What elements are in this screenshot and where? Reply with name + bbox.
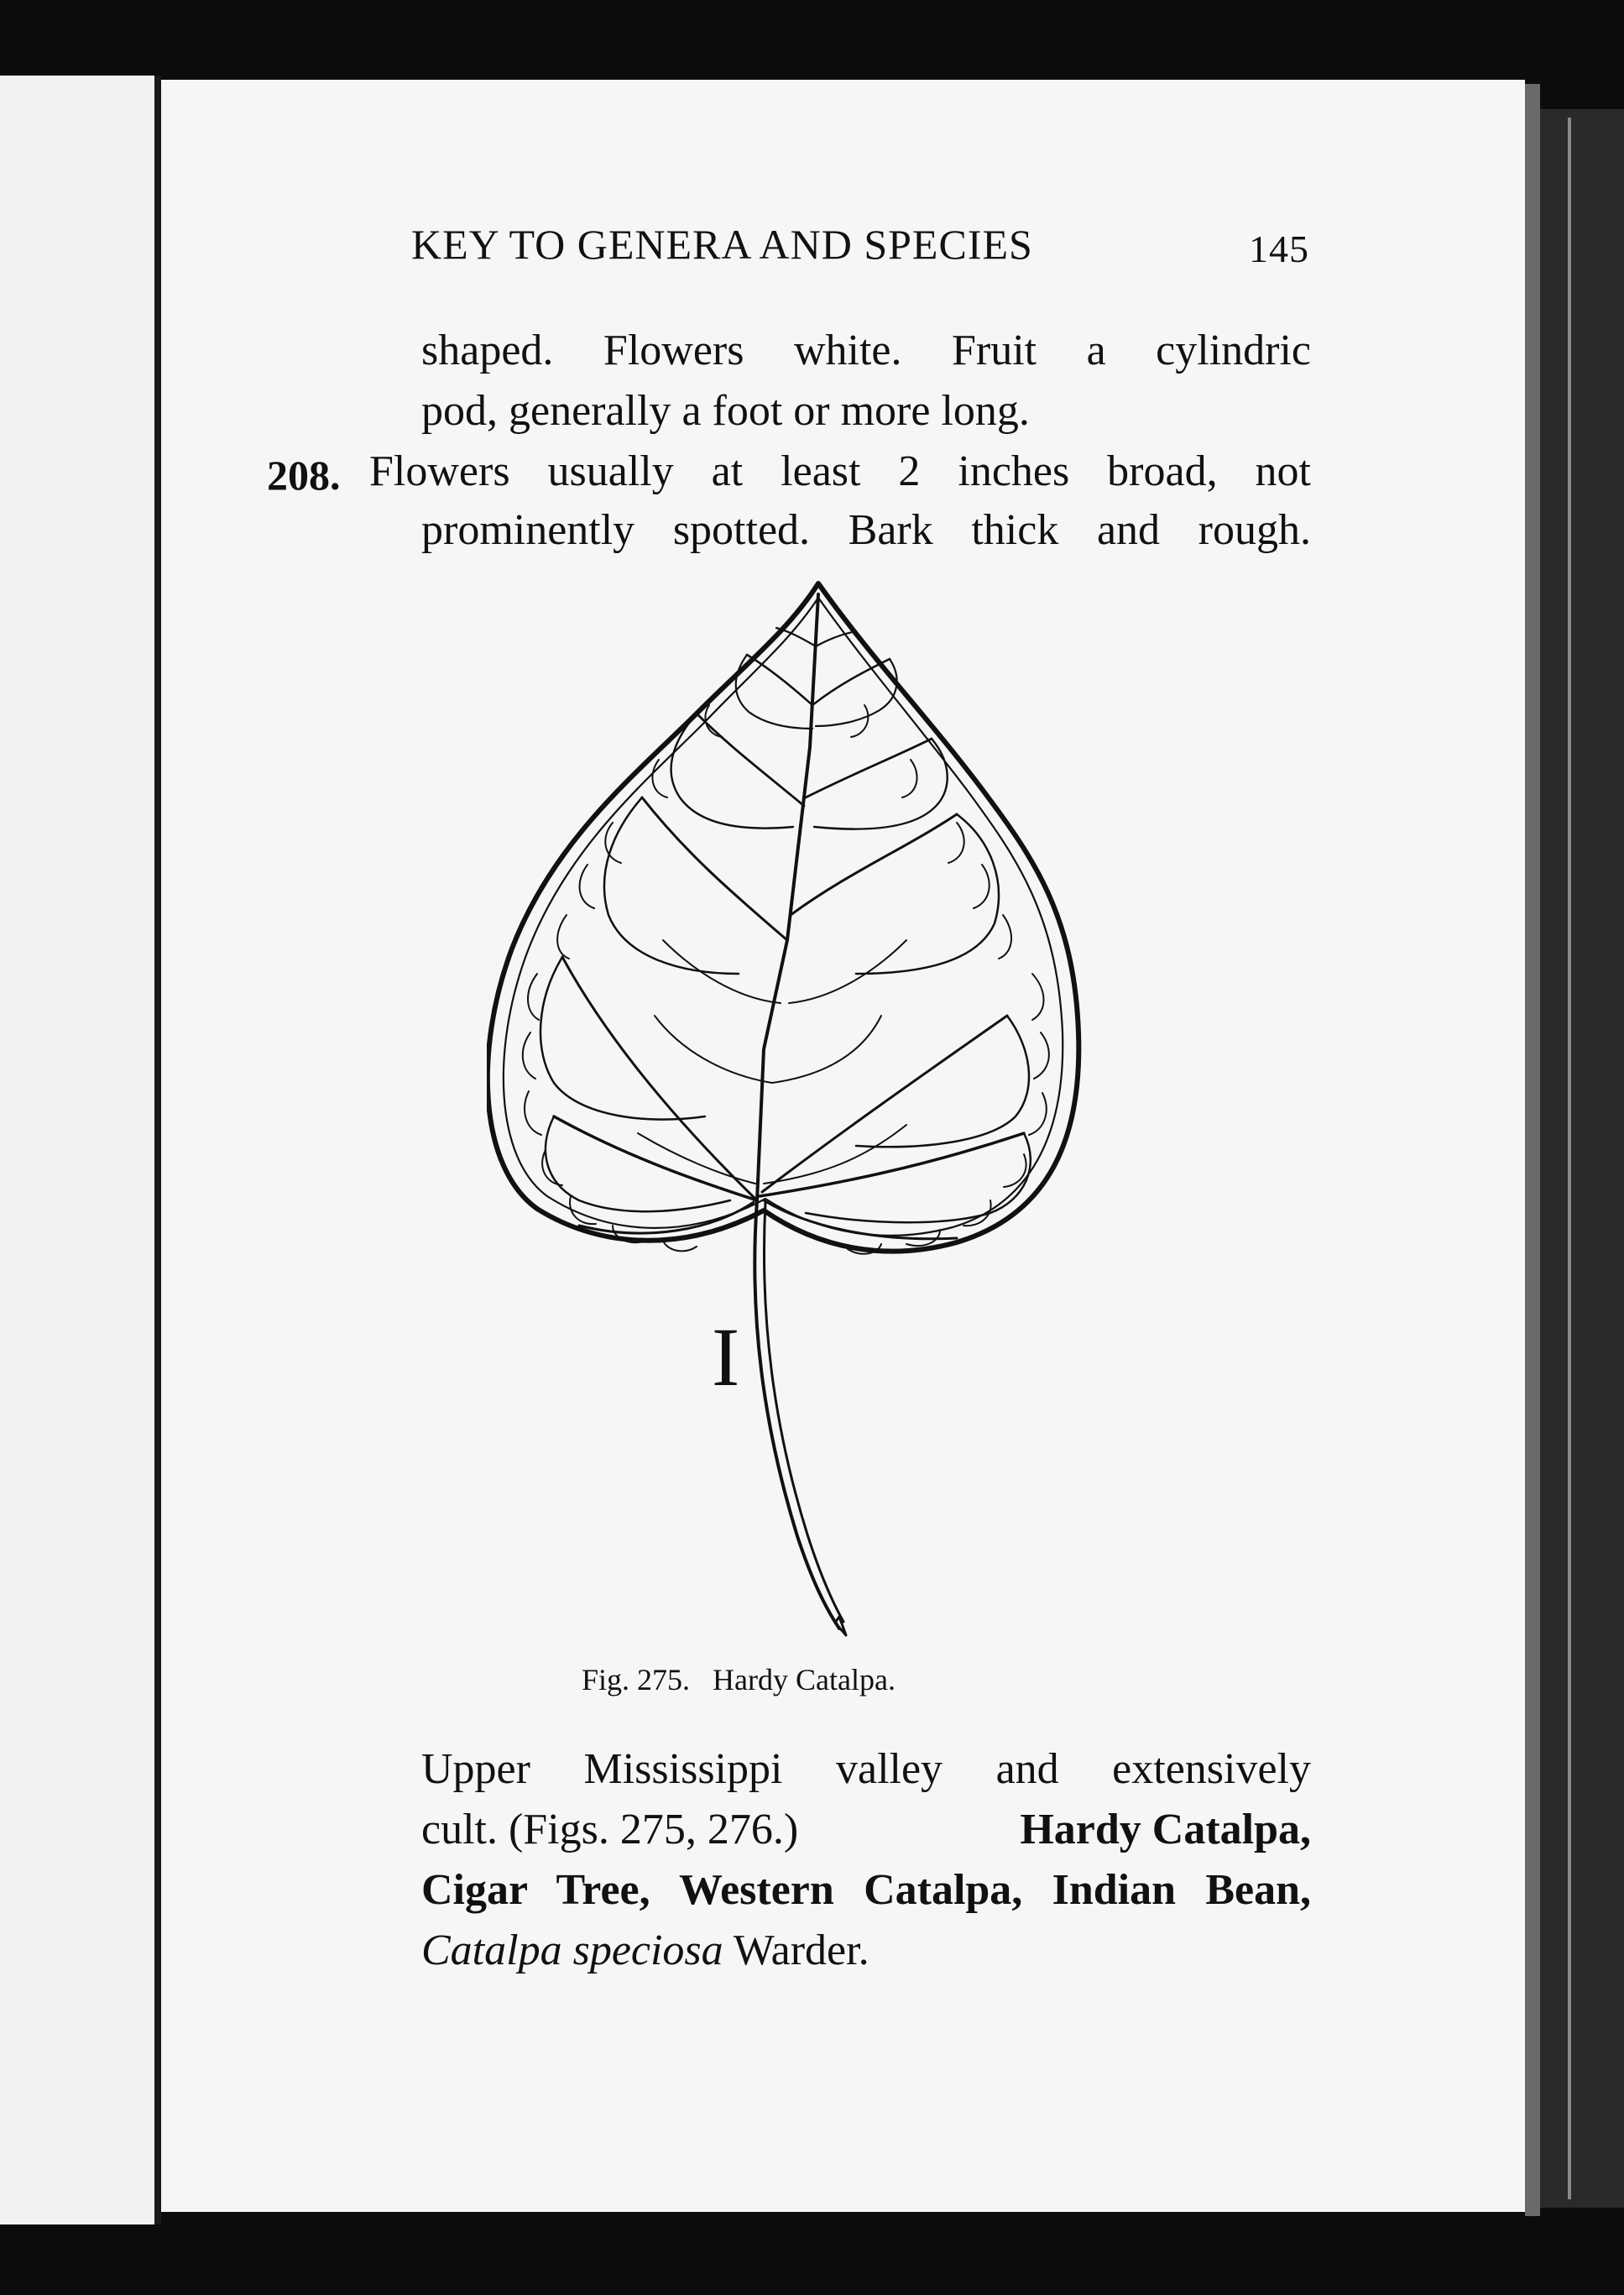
scale-mark: I: [712, 1310, 740, 1404]
common-names-line: Cigar Tree, Western Catalpa, Indian Bean,: [421, 1866, 1311, 1914]
scientific-name-line: [421, 1926, 869, 1974]
description-line-2: [421, 1808, 1311, 1852]
description-figure-reference: cult. (Figs. 275, 276.): [421, 1806, 799, 1853]
page-fore-edge: [1525, 84, 1540, 2216]
body-line-4: prominently spotted. Bark thick and rough.: [421, 506, 1311, 554]
couplet-number: 208.: [267, 452, 341, 499]
page-number: 145: [1249, 227, 1309, 270]
description-line-1: Upper Mississippi valley and extensively: [421, 1745, 1311, 1793]
body-line-3: Flowers usually at least 2 inches broad, not: [369, 447, 1311, 495]
book-cover: [1540, 109, 1624, 2208]
cover-binding-line: [1568, 118, 1571, 2199]
body-line-1: shaped. Flowers white. Fruit a cylindric: [421, 327, 1311, 374]
figure-caption-title: Hardy Catalpa.: [713, 1663, 896, 1696]
left-page-edge: [0, 76, 161, 2224]
hardy-catalpa-leaf-icon: [487, 579, 1108, 1645]
figure-caption: [582, 1662, 896, 1697]
running-head-title: KEY TO GENERA AND SPECIES: [411, 221, 1033, 268]
common-name-hardy-catalpa: Hardy Catalpa,: [1020, 1806, 1311, 1853]
body-line-2: pod, generally a foot or more long.: [421, 387, 1030, 435]
figure-caption-label: Fig. 275.: [582, 1663, 691, 1696]
species-authority: Warder.: [733, 1926, 869, 1974]
page-gutter: [154, 76, 161, 2224]
species-name: Catalpa speciosa: [421, 1926, 723, 1974]
